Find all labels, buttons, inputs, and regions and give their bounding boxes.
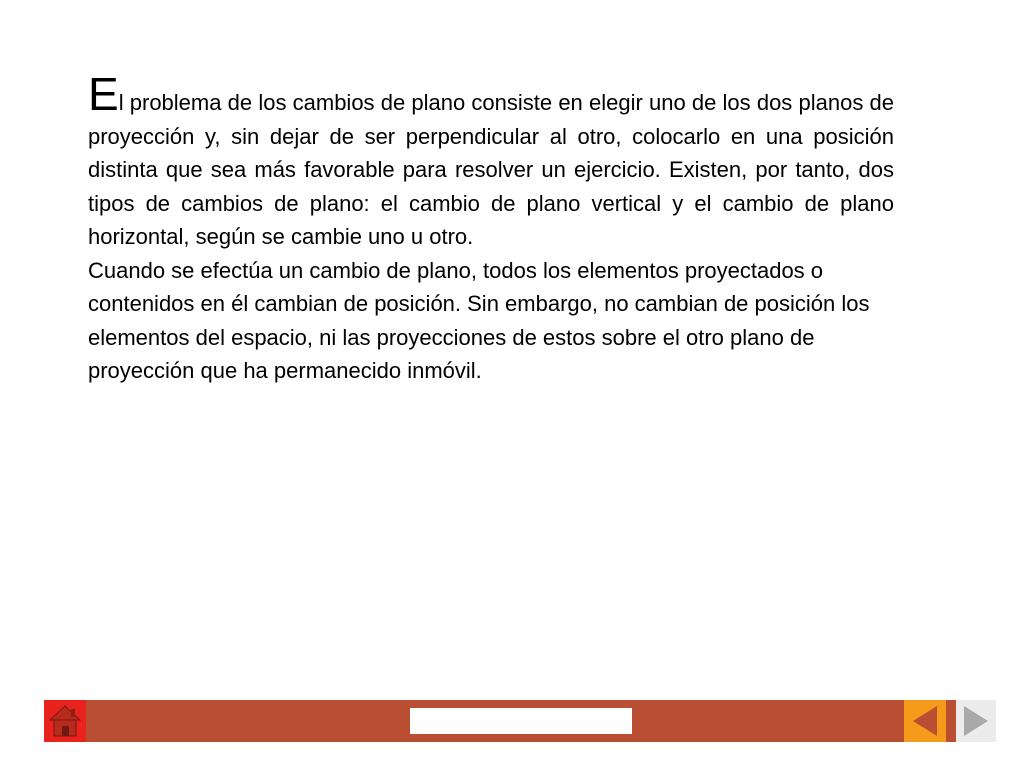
slide-text bbox=[88, 68, 894, 388]
slide-title-box bbox=[410, 708, 632, 734]
next-button[interactable] bbox=[956, 700, 996, 742]
paragraph-1 bbox=[88, 68, 894, 254]
triangle-left-icon bbox=[904, 700, 946, 742]
previous-button[interactable] bbox=[904, 700, 946, 742]
drop-cap: E bbox=[88, 68, 119, 120]
nav-separator bbox=[946, 700, 956, 742]
home-button[interactable] bbox=[44, 700, 86, 742]
paragraph-1-text: l problema de los cambios de plano consiste en elegir uno de los dos planos de proyección y, sin dejar de ser perpendicular al otro, colocarlo en una posición distinta que sea más favorable para resolver un ejercicio. Existen, por tanto, dos tipos de cambios de plano: el cambio de plano vertical y el cambio de plano horizontal, según se cambie uno u otro. bbox=[88, 90, 894, 249]
triangle-right-icon bbox=[956, 700, 996, 742]
home-icon bbox=[44, 700, 86, 742]
paragraph-2: Cuando se efectúa un cambio de plano, todos los elementos proyectados o contenidos en él cambian de posición. Sin embargo, no cambian de posición los elementos del espacio, ni las proyecciones de estos sobre el otro plano de proyección que ha permanecido inmóvil. bbox=[88, 257, 870, 383]
